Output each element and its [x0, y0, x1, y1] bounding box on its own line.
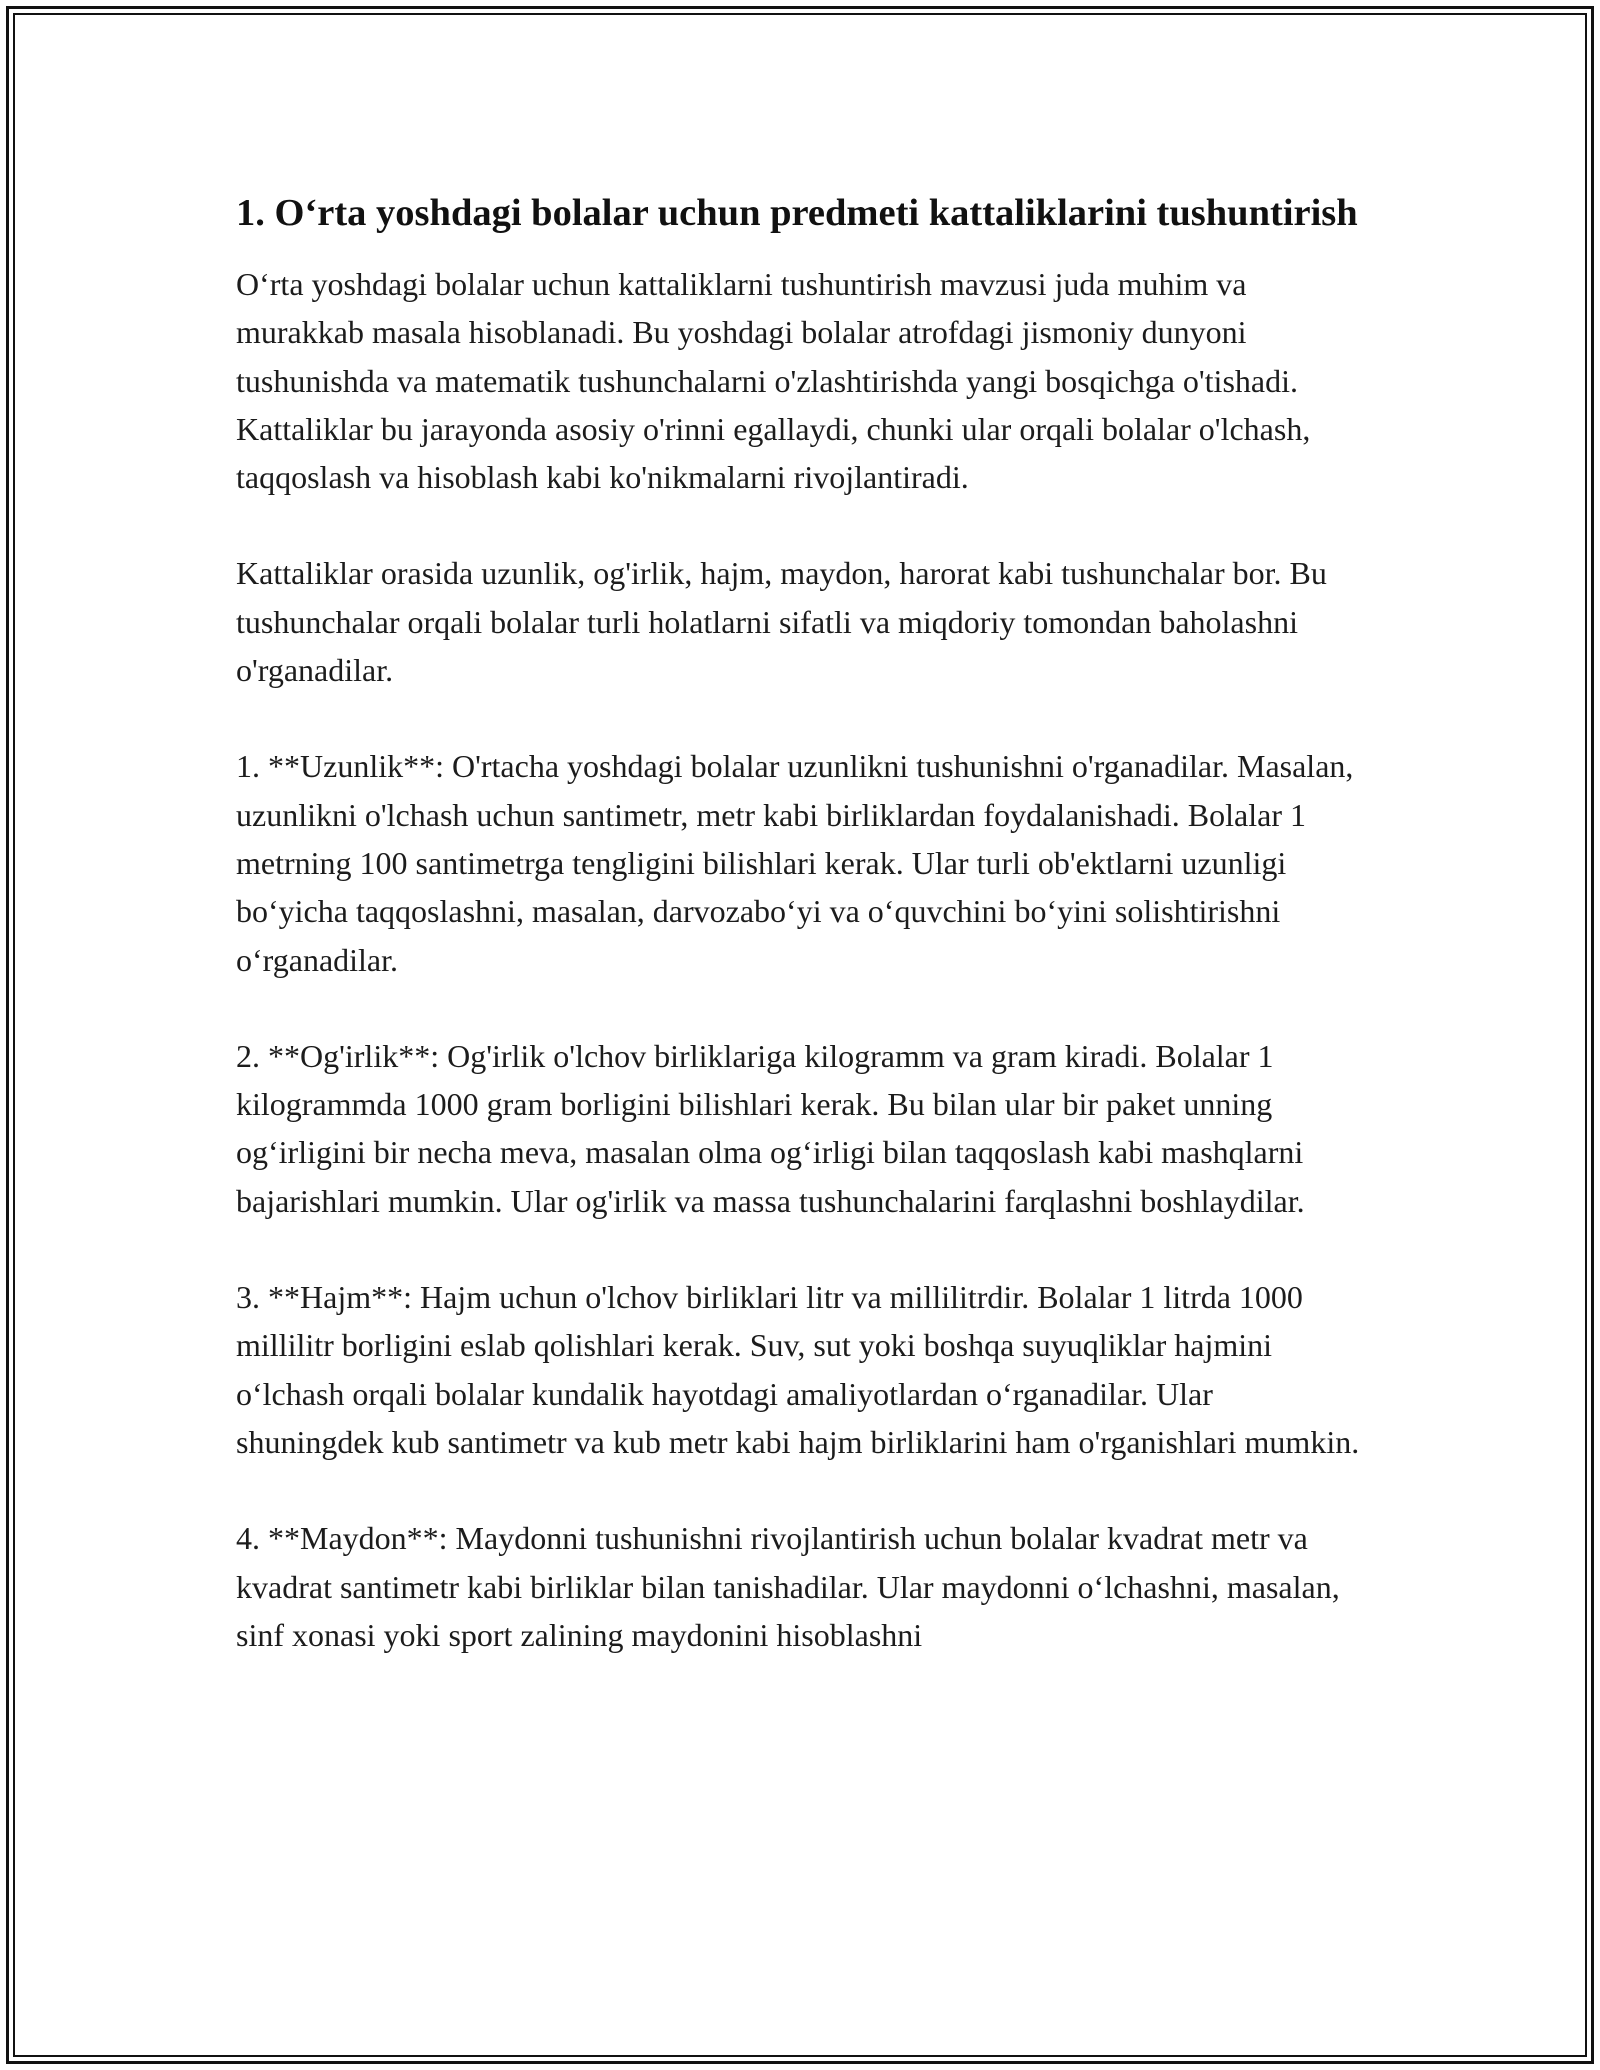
- document-body: [236, 186, 1366, 1707]
- paragraph-volume: 3. **Hajm**: Hajm uchun o'lchov birliklari litr va millilitrdir. Bolalar 1 litrda 1000 millilitr borligini eslab qolishlari kerak. Suv, sut yoki boshqa suyuqliklar hajmini o‘lchash orqali bolalar kundalik hayotdagi amaliyotlardan o‘rganadilar. Ular shuningdek kub santimetr va kub metr kabi hajm birliklarini ham o'rganishlari mumkin.: [236, 1279, 1360, 1460]
- paragraph-area: 4. **Maydon**: Maydonni tushunishni rivojlantirish uchun bolalar kvadrat metr va kvadrat santimetr kabi birliklar bilan tanishadilar. Ular maydonni o‘lchashni, masalan, sinf xonasi yoki sport zalining maydonini hisoblashni: [236, 1520, 1340, 1653]
- section-heading: 1. O‘rta yoshdagi bolalar uchun predmeti kattaliklarini tushuntirish: [236, 192, 1358, 234]
- paragraph-length: 1. **Uzunlik**: O'rtacha yoshdagi bolalar uzunlikni tushunishni o'rganadilar. Masalan, uzunlikni o'lchash uchun santimetr, metr kabi birliklardan foydalanishadi. Bolalar 1 metrning 100 santimetrga tengligini bilishlari kerak. Ular turli ob'ektlarni uzunligi bo‘yicha taqqoslashni, masalan, darvozabo‘yi va o‘quvchini bo‘yini solishtirishni o‘rganadilar.: [236, 748, 1354, 978]
- paragraph-weight: 2. **Og'irlik**: Og'irlik o'lchov birliklariga kilogramm va gram kiradi. Bolalar 1 kilogrammda 1000 gram borligini bilishlari kerak. Bu bilan ular bir paket unning og‘irligini bir necha meva, masalan olma og‘irligi bilan taqqoslash kabi mashqlarni bajarishlari mumkin. Ular og'irlik va massa tushunchalarini farqlashni boshlaydilar.: [236, 1037, 1305, 1219]
- paragraph-intro: O‘rta yoshdagi bolalar uchun kattaliklarni tushuntirish mavzusi juda muhim va murakkab masala hisoblanadi. Bu yoshdagi bolalar atrofdagi jismoniy dunyoni tushunishda va matematik tushunchalarni o'zlashtirishda yangi bosqichga o'tishadi. Kattaliklar bu jarayonda asosiy o'rinni egallaydi, chunki ular orqali bolalar o'lchash, taqqoslash va hisoblash kabi ko'nikmalarni rivojlantiradi.: [236, 266, 1311, 496]
- paragraph-quantities: Kattaliklar orasida uzunlik, og'irlik, hajm, maydon, harorat kabi tushunchalar bor. Bu tushunchalar orqali bolalar turli holatlarni sifatli va miqdoriy tomondan baholashni o'rganadilar.: [236, 555, 1327, 689]
